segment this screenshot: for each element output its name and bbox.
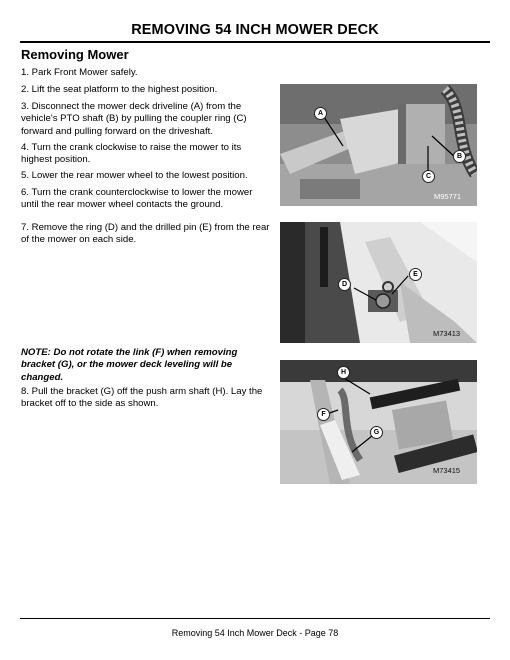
page-title: REMOVING 54 INCH MOWER DECK <box>131 22 379 38</box>
callout-g: G <box>370 426 383 439</box>
figure-driveline-photo <box>280 84 477 206</box>
callout-e: E <box>409 268 422 281</box>
figure-bracket-photo <box>280 360 477 484</box>
callout-b: B <box>453 150 466 163</box>
page-footer: Removing 54 Inch Mower Deck - Page 78 <box>171 628 339 638</box>
step-4: 4. Turn the crank clockwise to raise the mower to its highest position. <box>21 142 242 166</box>
step-2: 2. Lift the seat platform to the highest position. <box>21 84 218 95</box>
step-8: 8. Pull the bracket (G) off the push arm shaft (H). Lay the bracket off to the side as shown. <box>21 386 263 410</box>
footer-rule <box>20 618 490 619</box>
callout-d: D <box>338 278 351 291</box>
figure-number: M73415 <box>433 466 461 475</box>
step-7: 7. Remove the ring (D) and the drilled pin (E) from the rear of the mower on each side. <box>21 222 270 246</box>
step-3: 3. Disconnect the mower deck driveline (A) from the vehicle's PTO shaft (B) by pulling the coupler ring (C) forward and pulling forward on the driveshaft. <box>21 101 247 137</box>
pin-illustration <box>280 222 477 343</box>
figure-number: M73413 <box>433 329 461 338</box>
callout-a: A <box>314 107 327 120</box>
driveline-illustration <box>280 84 477 206</box>
step-5: 5. Lower the rear mower wheel to the lowest position. <box>21 170 248 181</box>
section-heading: Removing Mower <box>21 47 129 62</box>
step-6: 6. Turn the crank counterclockwise to lower the mower until the rear mower wheel contacts the ground. <box>21 187 253 211</box>
note-warning: NOTE: Do not rotate the link (F) when removing bracket (G), or the mower deck leveling will be changed. <box>21 347 238 383</box>
title-rule <box>20 41 490 43</box>
figure-number: M95771 <box>434 192 462 201</box>
callout-f: F <box>317 408 330 421</box>
callout-h: H <box>337 366 350 379</box>
step-1: 1. Park Front Mower safely. <box>21 67 138 78</box>
figure-pin-photo <box>280 222 477 343</box>
callout-c: C <box>422 170 435 183</box>
